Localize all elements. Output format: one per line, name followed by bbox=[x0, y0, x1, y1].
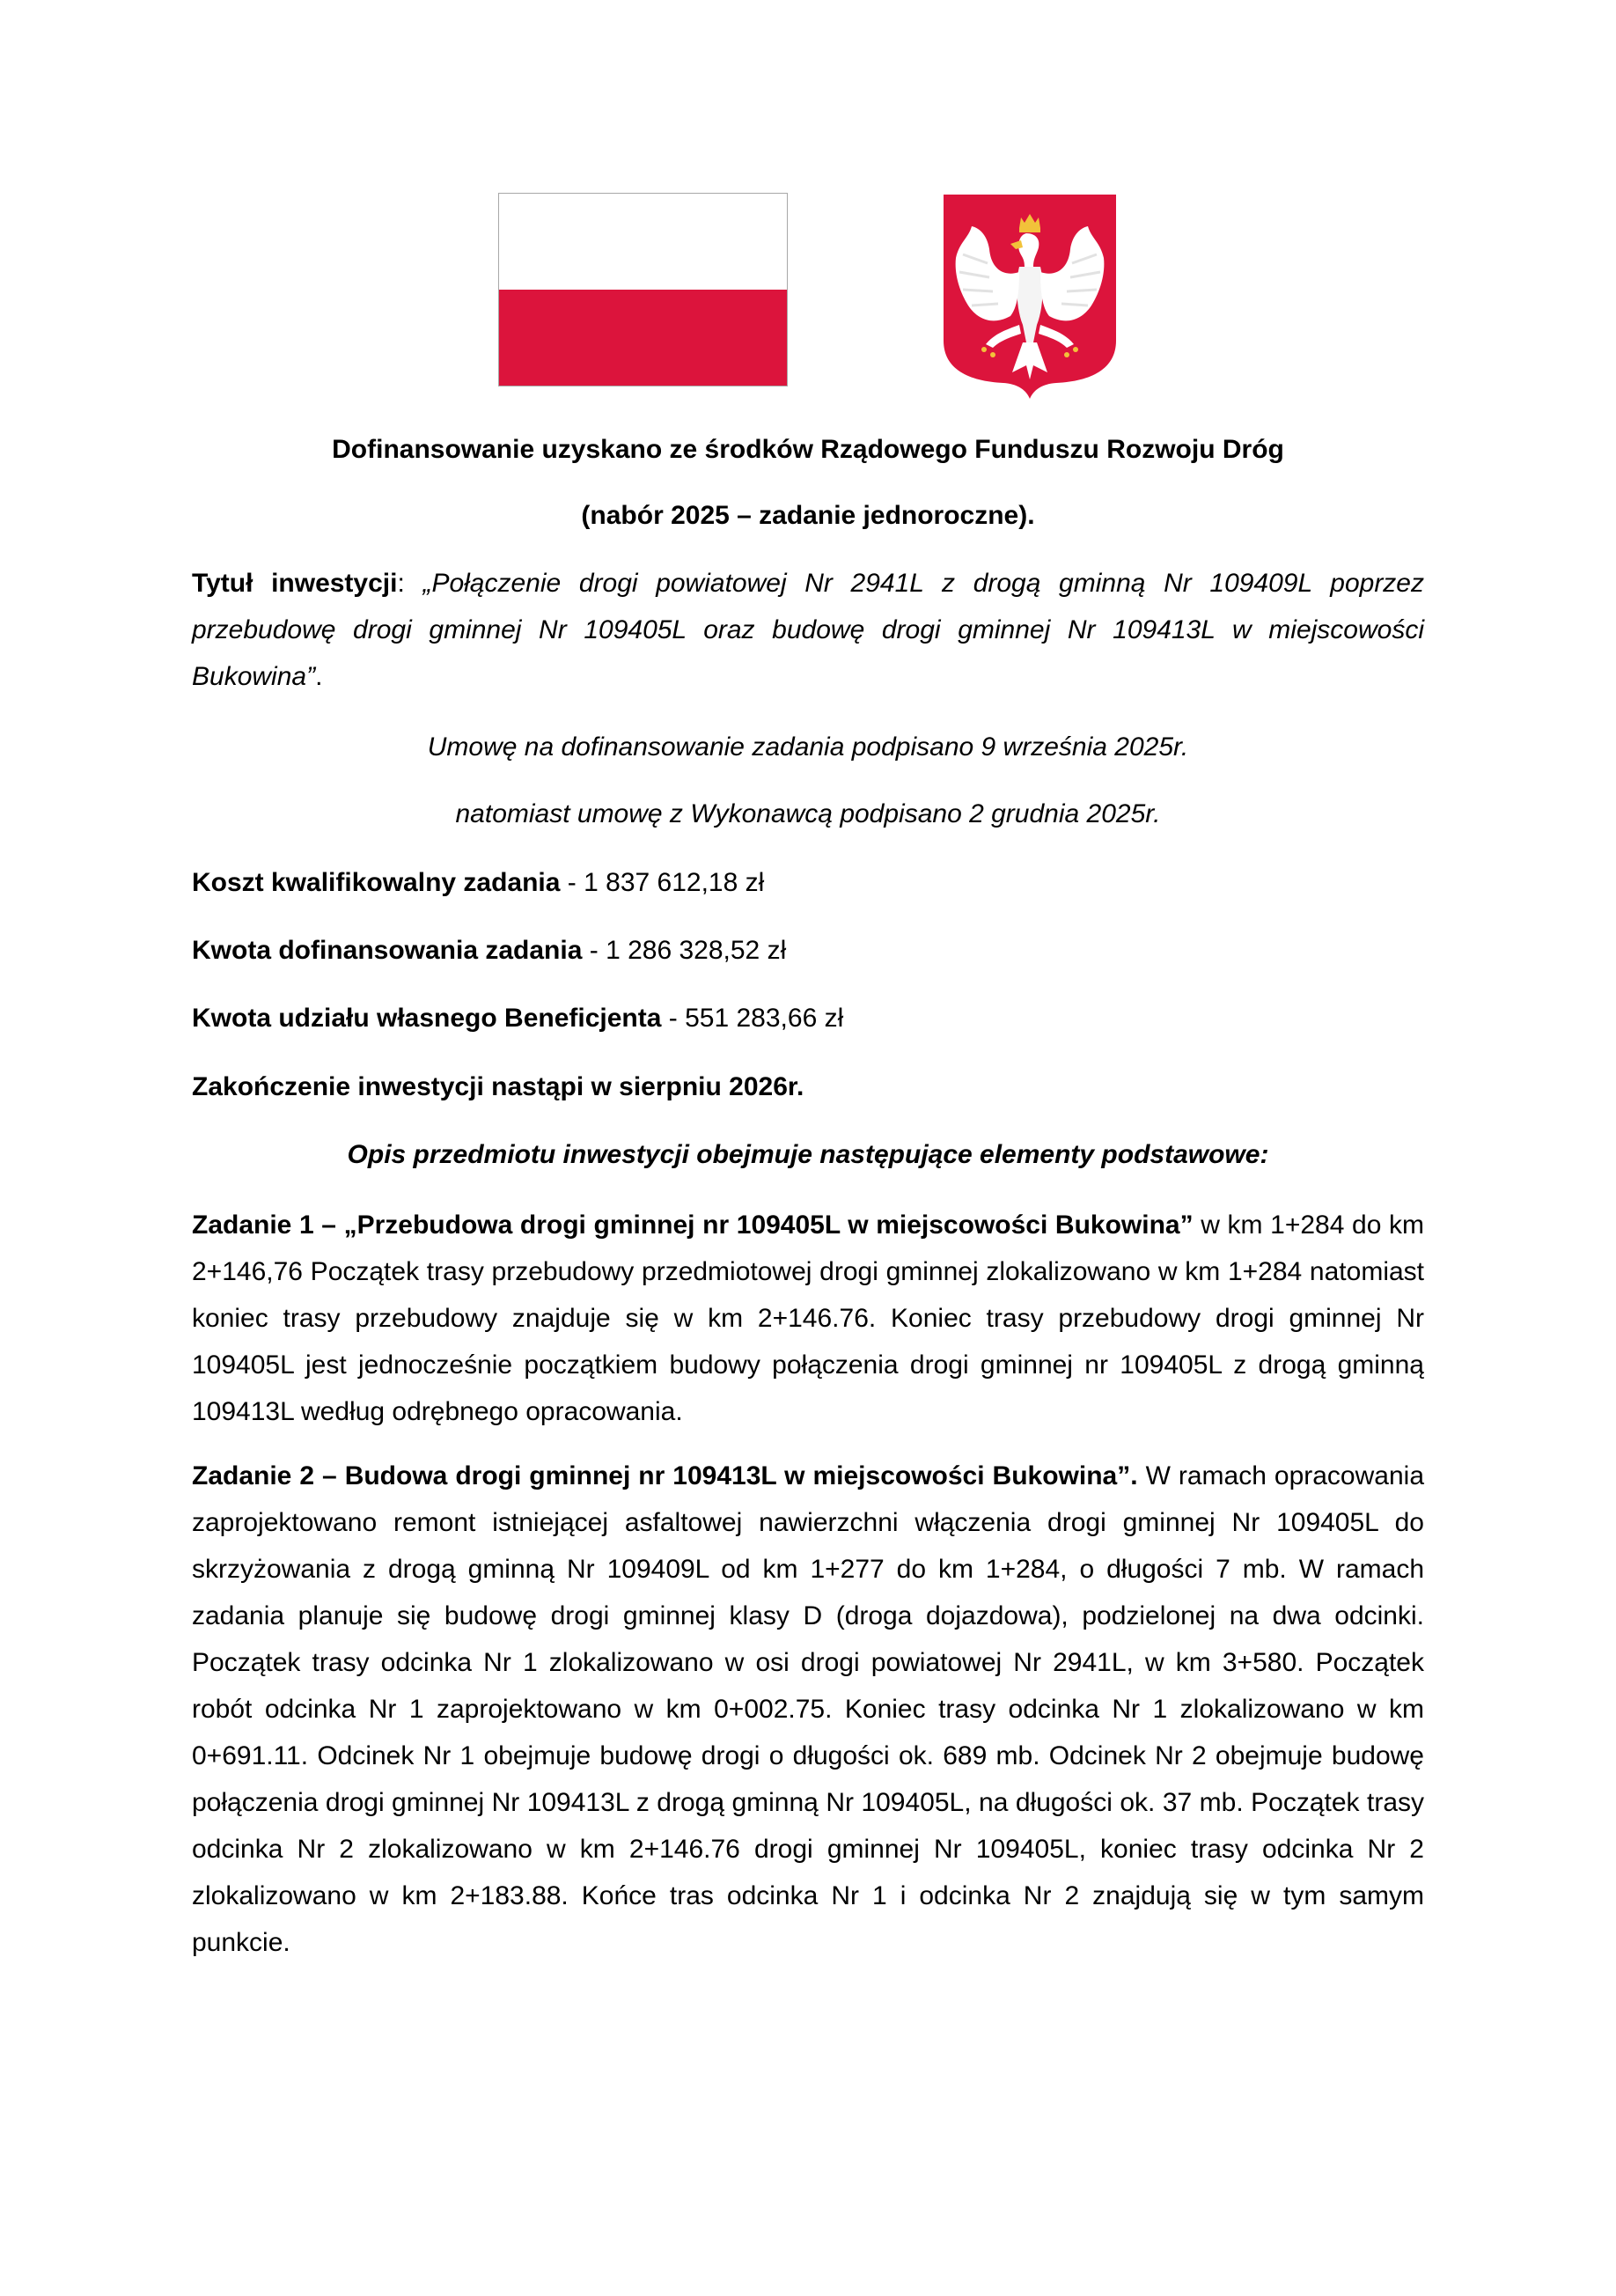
poland-flag-icon bbox=[498, 193, 788, 386]
investment-title-label: Tytuł inwestycji bbox=[192, 569, 398, 598]
poland-coat-of-arms-icon bbox=[942, 193, 1118, 401]
cost-label: Koszt kwalifikowalny zadania bbox=[192, 868, 561, 897]
cost-label: Kwota dofinansowania zadania bbox=[192, 936, 583, 965]
task-2-paragraph bbox=[192, 1453, 1424, 1966]
flag-red-stripe bbox=[499, 290, 787, 386]
task-1-body: w km 1+284 do km 2+146,76 Początek trasy przebudowy przedmiotowej drogi gminnej zlokalizowano w km 1+284 natomiast koniec trasy przebudowy znajduje się w km 2+146.76. Koniec trasy przebudowy drogi gminnej Nr 109405L jest jednocześnie początkiem budowy połączenia drogi gminnej nr 109405L z drogą gminną 109413L według odrębnego opracowania. bbox=[192, 1211, 1424, 1426]
cost-label: Kwota udziału własnego Beneficjenta bbox=[192, 1004, 662, 1033]
flag-white-stripe bbox=[499, 194, 787, 290]
task-1-paragraph bbox=[192, 1202, 1424, 1435]
contractor-agreement-note: natomiast umowę z Wykonawcą podpisano 2 grudnia 2025r. bbox=[455, 799, 1161, 828]
cost-separator: - bbox=[582, 936, 606, 965]
task-2-title: Zadanie 2 – Budowa drogi gminnej nr 109413L w miejscowości Bukowina”. bbox=[192, 1461, 1138, 1490]
cost-value: 1 286 328,52 zł bbox=[606, 936, 787, 965]
funding-source-heading: Dofinansowanie uzyskano ze środków Rządowego Funduszu Rozwoju Dróg bbox=[332, 435, 1284, 464]
cost-separator: - bbox=[661, 1004, 686, 1033]
cost-row-funding bbox=[192, 927, 1424, 974]
investment-title-value: „Połączenie drogi powiatowej Nr 2941L z drogą gminną Nr 109409L poprzez przebudowę drogi gminnej Nr 109405L oraz budowę drogi gminnej Nr 109413L w miejscowości Bukowina” bbox=[192, 569, 1424, 691]
task-1-title: Zadanie 1 – „Przebudowa drogi gminnej nr 109405L w miejscowości Bukowina” bbox=[192, 1211, 1194, 1240]
investment-title-period: . bbox=[315, 662, 323, 691]
cost-value: 551 283,66 zł bbox=[685, 1004, 844, 1033]
cost-separator: - bbox=[560, 868, 584, 897]
cost-value: 1 837 612,18 zł bbox=[584, 868, 765, 897]
cost-row-own-share bbox=[192, 995, 1424, 1041]
completion-date: Zakończenie inwestycji nastąpi w sierpniu 2026r. bbox=[192, 1072, 804, 1101]
funding-round-note: (nabór 2025 – zadanie jednoroczne). bbox=[581, 501, 1035, 530]
investment-title-colon: : bbox=[397, 569, 423, 598]
cost-row-eligible bbox=[192, 859, 1424, 906]
task-2-body: W ramach opracowania zaprojektowano remont istniejącej asfaltowej nawierzchni włączenia drogi gminnej Nr 109405L do skrzyżowania z drogą gminną Nr 109409L od km 1+277 do km 1+284, o długości 7 mb. W ramach zadania planuje się budowę drogi gminnej klasy D (droga dojazdowa), podzielonej na dwa odcinki. Początek trasy odcinka Nr 1 zlokalizowano w osi drogi powiatowej Nr 2941L, w km 3+580. Początek robót odcinka Nr 1 zaprojektowano w km 0+002.75. Koniec trasy odcinka Nr 1 zlokalizowano w km 0+691.11. Odcinek Nr 1 obejmuje budowę drogi o długości ok. 689 mb. Odcinek Nr 2 obejmuje budowę połączenia drogi gminnej Nr 109413L z drogą gminną Nr 109405L, na długości ok. 37 mb. Początek trasy odcinka Nr 2 zlokalizowano w km 2+146.76 drogi gminnej Nr 109405L, koniec trasy odcinka Nr 2 zlokalizowano w km 2+183.88. Końce tras odcinka Nr 1 i odcinka Nr 2 znajdują się w tym samym punkcie. bbox=[192, 1461, 1424, 1957]
funding-agreement-note: Umowę na dofinansowanie zadania podpisano 9 września 2025r. bbox=[427, 732, 1189, 762]
investment-title-paragraph bbox=[192, 560, 1424, 700]
description-heading: Opis przedmiotu inwestycji obejmuje następujące elementy podstawowe: bbox=[347, 1140, 1269, 1169]
